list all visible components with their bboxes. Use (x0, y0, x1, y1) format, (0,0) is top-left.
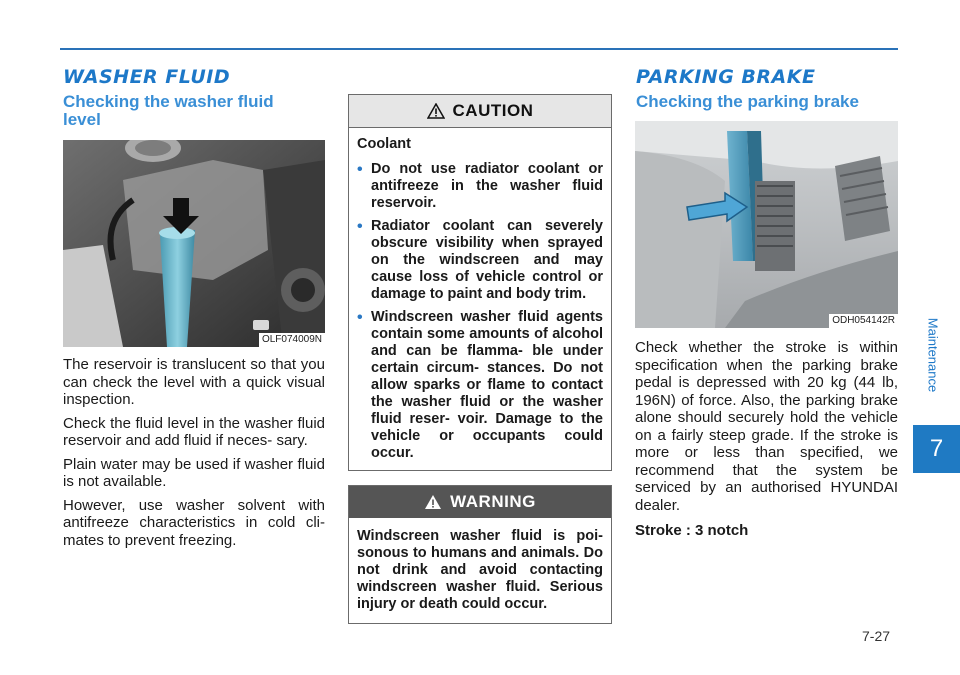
warning-triangle-icon (424, 494, 442, 510)
list-item: • Windscreen washer fluid agents contain some amounts of alcohol and can be flamma- ble under certain circum- stances. Do not allow sparks or flame to contact the washer fluid or the washer fluid reser- voir. Damage to the vehicle or occupants could occur. (357, 309, 603, 462)
chapter-side-label (925, 285, 941, 425)
caution-triangle-icon (427, 103, 445, 119)
washer-fluid-body (63, 356, 325, 555)
caution-header (349, 95, 611, 128)
caution-list (357, 161, 603, 462)
top-rule (60, 48, 898, 50)
paragraph: Check the fluid level in the washer fluid reservoir and add fluid if neces- sary. (63, 414, 325, 449)
warning-text: Windscreen washer fluid is poi- sonous to humans and animals. Do not drink and avoid contacting windscreen washer fluid. Serious injury or death could occur. (357, 528, 603, 612)
engine-bay-illustration (63, 140, 325, 347)
parking-brake-body (635, 339, 898, 520)
caution-box (348, 94, 612, 471)
washer-fluid-subtitle: Checking the washer fluid level (63, 92, 274, 129)
parking-brake-illustration (635, 121, 898, 328)
paragraph: Plain water may be used if washer fluid is not available. (63, 455, 325, 490)
warning-header (349, 486, 611, 518)
warning-label: WARNING (450, 492, 536, 511)
parking-brake-subtitle: Checking the parking brake (636, 92, 859, 111)
paragraph: Check whether the stroke is within specification when the parking brake pedal is depressed with 20 kg (44 lb, 196N) of force. Also, the parking brake alone should securely hold the vehicle on a fairly steep grade. If the stroke is more or less than specified, we recommend that the system be serviced by an authorised HYUNDAI dealer. (635, 339, 898, 514)
warning-box (348, 485, 612, 624)
parking-brake-section-title: PARKING BRAKE (636, 66, 816, 88)
photo-code: ODH054142R (829, 314, 898, 328)
list-item: • Do not use radiator coolant or antifreeze in the washer fluid reservoir. (357, 161, 603, 212)
caution-body (349, 128, 611, 474)
stroke-spec: Stroke : 3 notch (635, 522, 749, 539)
washer-reservoir-photo (63, 140, 325, 347)
caution-label: CAUTION (452, 101, 534, 120)
warning-body (349, 518, 611, 619)
caution-heading: Coolant (357, 136, 411, 152)
washer-fluid-section-title: WASHER FLUID (63, 66, 231, 88)
paragraph: The reservoir is translucent so that you can check the level with a quick visual inspection. (63, 356, 325, 408)
paragraph: However, use washer solvent with antifreeze characteristics in cold cli- mates to prevent freezing. (63, 496, 325, 549)
list-item: • Radiator coolant can severely obscure visibility when sprayed on the windscreen and may cause loss of vehicle control or damage to paint and body trim. (357, 218, 603, 303)
parking-brake-photo (635, 121, 898, 328)
chapter-name: Maintenance (925, 317, 941, 393)
photo-code: OLF074009N (259, 333, 325, 347)
chapter-number: 7 (929, 435, 944, 462)
chapter-tab (913, 425, 960, 473)
page-number: 7-27 (862, 628, 891, 644)
